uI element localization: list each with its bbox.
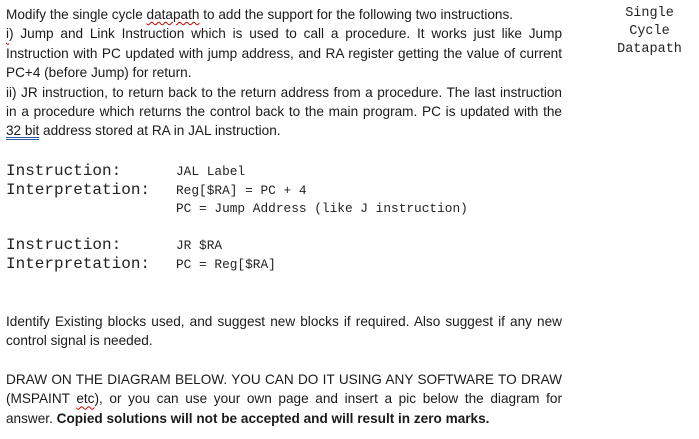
item-i-marker: i (6, 26, 10, 42)
intro-text-end: to add the support for the following two instructions. (199, 7, 514, 22)
bit-width-word: 32 bit (6, 123, 40, 139)
jr-instruction-label: Instruction: (6, 236, 122, 254)
etc-word: etc (76, 391, 95, 407)
identify-paragraph (6, 312, 562, 351)
side-label-line-1: Single (625, 6, 674, 21)
item-ii-text: ii) JR instruction, to return back to the return address from a procedure. The last instruction in a procedure which returns the control back to the main program. PC is updated with the (6, 84, 562, 120)
jr-instruction-value: JR $RA (176, 238, 223, 253)
jr-description (6, 83, 562, 141)
jr-interpretation-line-1: PC = Reg[$RA] (176, 257, 276, 272)
draw-text-middle: ), or you can use your own page and insert a pic below the diagram for answer. (6, 391, 562, 426)
item-i-text: ) Jump and Link Instruction which is used to call a procedure. It works just like Jump Instruction with PC updated with jump address, and RA register getting the value of current PC+4 (before Jump) for return. (6, 26, 562, 81)
draw-text (6, 370, 562, 428)
side-label (600, 5, 699, 59)
jal-interpretation-line-1: Reg[$RA] = PC + 4 (176, 183, 307, 198)
draw-text-start: DRAW ON THE DIAGRAM BELOW. YOU CAN DO IT USING ANY SOFTWARE TO DRAW (MSPAINT (6, 372, 562, 407)
jal-interpretation-label: Interpretation: (6, 181, 151, 199)
jal-instruction-label: Instruction: (6, 162, 122, 180)
side-label-line-2: Cycle (629, 24, 670, 39)
draw-instructions (6, 370, 562, 428)
intro-paragraph (6, 5, 562, 141)
jal-interpretation-line-2: PC = Jump Address (like J instruction) (176, 201, 468, 216)
intro-text: Modify the single cycle (6, 7, 147, 22)
item-ii-text-end: address stored at RA in JAL instruction. (39, 123, 281, 139)
jal-code-block (6, 162, 566, 220)
datapath-word: datapath (146, 7, 200, 22)
warning-text: Copied solutions will not be accepted and will result in zero marks. (56, 410, 490, 426)
identify-text: Identify Existing blocks used, and suggest new blocks if required. Also suggest if any new control signal is needed. (6, 314, 562, 349)
jr-interpretation-label: Interpretation: (6, 255, 151, 273)
jr-code-block (6, 236, 566, 276)
intro-line (6, 5, 562, 24)
jal-description (6, 24, 562, 82)
side-label-line-3: Datapath (617, 42, 682, 57)
jal-instruction-value: JAL Label (176, 164, 246, 179)
